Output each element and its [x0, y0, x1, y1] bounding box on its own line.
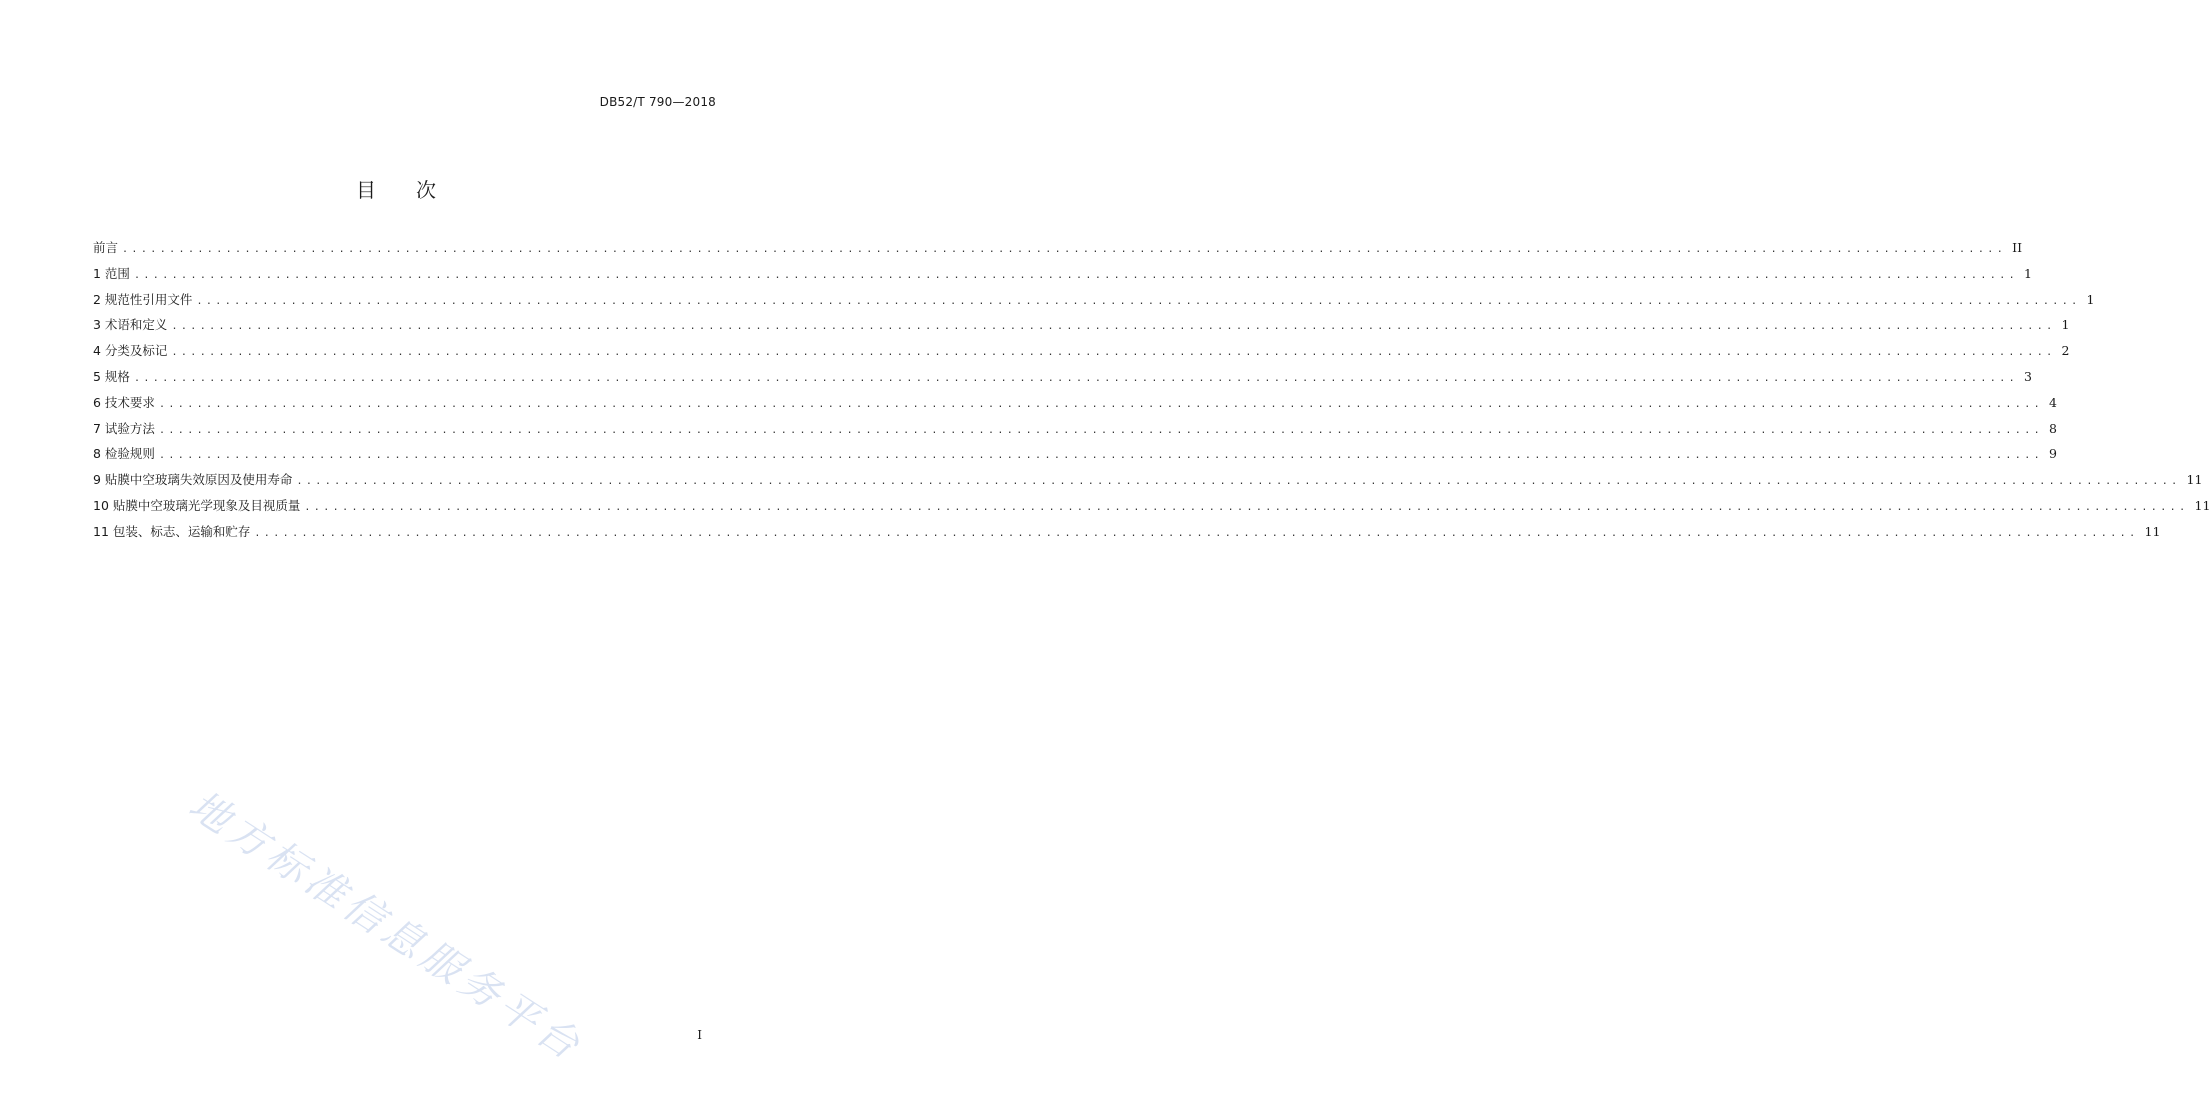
toc-entry-page: 11 [2186, 472, 2203, 488]
toc-entry-label: 2 规范性引用文件 [93, 291, 193, 307]
table-of-contents [93, 238, 2210, 548]
toc-entry[interactable] [93, 393, 2057, 419]
toc-entry-page: 4 [2049, 394, 2057, 410]
toc-leader-dots: ........................................................................................................................................................................................................ [158, 398, 2044, 410]
toc-entry-label: 5 规格 [93, 368, 130, 384]
toc-entry-page: 11 [2194, 497, 2210, 513]
toc-entry[interactable] [93, 444, 2057, 470]
toc-entry-label: 7 试验方法 [93, 420, 155, 436]
toc-entry-page: 11 [2144, 523, 2161, 539]
toc-entry-page: II [2012, 240, 2023, 255]
toc-entry[interactable] [93, 470, 2203, 496]
page-title: 目次 [356, 178, 476, 202]
toc-entry-label: 8 检验规则 [93, 446, 155, 462]
toc-entry-page: 3 [2024, 368, 2032, 384]
toc-entry[interactable] [93, 419, 2057, 445]
toc-leader-dots: ........................................................................................................................................................................................................ [133, 269, 2019, 281]
toc-entry[interactable] [93, 522, 2161, 548]
toc-entry[interactable] [93, 367, 2032, 393]
toc-entry[interactable] [93, 341, 2070, 367]
watermark: 地方标准信息服务平台 [180, 782, 592, 1072]
toc-entry-page: 1 [2061, 317, 2070, 333]
toc-leader-dots: ........................................................................................................................................................................................................ [296, 476, 2181, 488]
page-number: I [697, 1028, 702, 1042]
toc-entry-page: 1 [2086, 291, 2095, 307]
toc-entry[interactable] [93, 496, 2210, 522]
toc-leader-dots: ........................................................................................................................................................................................................ [171, 347, 2056, 359]
toc-leader-dots: ........................................................................................................................................................................................................ [158, 424, 2044, 436]
toc-entry-label: 9 贴膜中空玻璃失效原因及使用寿命 [93, 472, 293, 488]
toc-leader-dots: ........................................................................................................................................................................................................ [304, 501, 2189, 513]
toc-entry-page: 1 [2024, 265, 2032, 281]
toc-leader-dots: ........................................................................................................................................................................................................ [158, 450, 2044, 462]
toc-entry-label: 11 包装、标志、运输和贮存 [93, 523, 251, 539]
toc-entry-label: 10 贴膜中空玻璃光学现象及目视质量 [93, 497, 301, 513]
toc-leader-dots: ........................................................................................................................................................................................................ [171, 321, 2056, 333]
toc-entry-label: 前言 [93, 240, 119, 255]
toc-entry[interactable] [93, 238, 2023, 264]
toc-entry[interactable] [93, 315, 2070, 341]
toc-entry-label: 3 术语和定义 [93, 317, 168, 333]
toc-entry-page: 9 [2049, 446, 2057, 462]
toc-entry[interactable] [93, 290, 2095, 316]
toc-leader-dots: ........................................................................................................................................................................................................ [133, 372, 2019, 384]
toc-entry[interactable] [93, 264, 2032, 290]
toc-leader-dots: ........................................................................................................................................................................................................ [122, 244, 2007, 255]
toc-entry-label: 1 范围 [93, 265, 130, 281]
toc-entry-label: 4 分类及标记 [93, 343, 168, 359]
toc-entry-page: 8 [2049, 420, 2057, 436]
toc-entry-page: 2 [2061, 343, 2070, 359]
toc-leader-dots: ........................................................................................................................................................................................................ [254, 527, 2139, 539]
toc-leader-dots: ........................................................................................................................................................................................................ [196, 295, 2081, 307]
toc-entry-label: 6 技术要求 [93, 394, 155, 410]
document-code: DB52/T 790—2018 [599, 95, 716, 109]
